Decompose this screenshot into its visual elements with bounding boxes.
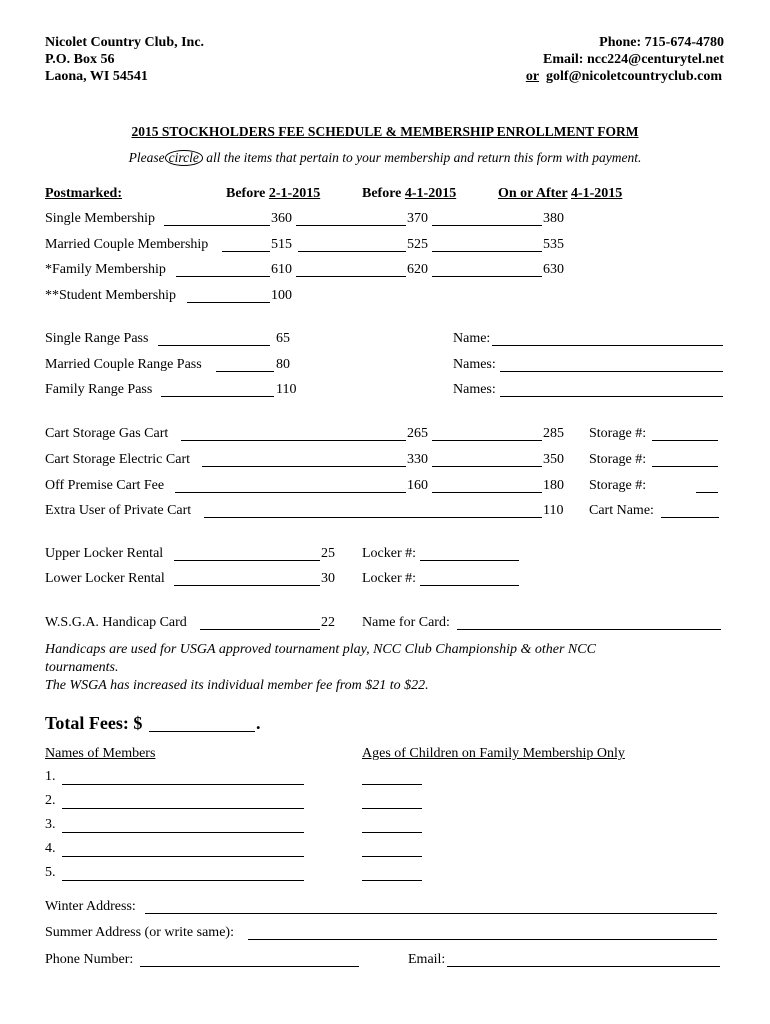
locker-number-field[interactable] xyxy=(420,585,519,586)
storage-label: Storage #: xyxy=(589,426,647,441)
member-number: 5. xyxy=(45,865,56,880)
names-of-members-header: Names of Members xyxy=(45,746,156,761)
leader-line xyxy=(432,466,542,467)
range-pass-price[interactable]: 65 xyxy=(276,331,290,346)
locker-label: Upper Locker Rental xyxy=(45,546,164,561)
storage-label: Storage #: xyxy=(589,478,647,493)
phone-number-field[interactable] xyxy=(140,966,359,967)
cart-price-early[interactable]: 330 xyxy=(407,452,428,467)
storage-field[interactable] xyxy=(696,492,718,493)
leader-line xyxy=(164,225,270,226)
member-name-field[interactable] xyxy=(62,880,304,881)
cart-name-field[interactable] xyxy=(661,517,719,518)
cart-price[interactable]: 110 xyxy=(543,503,564,518)
summer-address-label: Summer Address (or write same): xyxy=(45,925,234,940)
name-label: Name: xyxy=(453,331,491,346)
price-early[interactable]: 515 xyxy=(271,237,292,252)
range-pass-label: Married Couple Range Pass xyxy=(45,357,202,372)
total-fees-field[interactable] xyxy=(149,731,255,732)
leader-line xyxy=(432,225,542,226)
leader-line xyxy=(216,371,274,372)
before-feb-header: Before 2-1-2015 xyxy=(226,186,321,201)
postmarked-header: Postmarked: xyxy=(45,186,122,201)
total-fees-suffix: . xyxy=(256,713,261,733)
price-early[interactable]: 360 xyxy=(271,211,292,226)
handicap-label: W.S.G.A. Handicap Card xyxy=(45,615,187,630)
cart-label: Off Premise Cart Fee xyxy=(45,478,165,493)
member-name-field[interactable] xyxy=(62,856,304,857)
storage-field[interactable] xyxy=(652,466,718,467)
leader-line xyxy=(432,276,542,277)
circle-word: circle xyxy=(165,150,203,166)
form-instructions xyxy=(0,150,770,166)
price-mid[interactable]: 525 xyxy=(407,237,428,252)
phone-number-label: Phone Number: xyxy=(45,952,134,967)
member-number: 4. xyxy=(45,841,56,856)
or-label: or xyxy=(525,69,540,84)
total-fees-label: Total Fees: $ xyxy=(45,713,143,733)
names-field[interactable] xyxy=(500,396,723,397)
price-mid[interactable]: 370 xyxy=(407,211,428,226)
email-field[interactable] xyxy=(447,966,720,967)
names-field[interactable] xyxy=(500,371,723,372)
leader-line xyxy=(175,492,406,493)
form-title: 2015 STOCKHOLDERS FEE SCHEDULE & MEMBERSHIP ENROLLMENT FORM xyxy=(131,124,639,139)
handicap-note-line1: Handicaps are used for USGA approved tournament play, NCC Club Championship & other NCC xyxy=(45,642,596,657)
cart-name-label: Cart Name: xyxy=(589,503,654,518)
email-label: Email: xyxy=(408,952,446,967)
price-late[interactable]: 535 xyxy=(543,237,564,252)
member-name-field[interactable] xyxy=(62,808,304,809)
leader-line xyxy=(202,466,406,467)
child-age-field[interactable] xyxy=(362,856,422,857)
summer-address-field[interactable] xyxy=(248,939,717,940)
handicap-note-line2: tournaments. xyxy=(45,660,119,675)
storage-label: Storage #: xyxy=(589,452,647,467)
before-apr-header: Before 4-1-2015 xyxy=(362,186,457,201)
child-age-field[interactable] xyxy=(362,880,422,881)
locker-number-label: Locker #: xyxy=(362,546,417,561)
leader-line xyxy=(432,251,542,252)
org-city: Laona, WI 54541 xyxy=(45,69,148,84)
membership-label: Single Membership xyxy=(45,211,156,226)
cart-price-early[interactable]: 265 xyxy=(407,426,428,441)
cart-price-late[interactable]: 350 xyxy=(543,452,564,467)
leader-line xyxy=(296,225,406,226)
leader-line xyxy=(432,440,542,441)
cart-price-early[interactable]: 160 xyxy=(407,478,428,493)
cart-label: Extra User of Private Cart xyxy=(45,503,192,518)
leader-line xyxy=(298,251,406,252)
member-name-field[interactable] xyxy=(62,832,304,833)
org-po-box: P.O. Box 56 xyxy=(45,52,115,67)
membership-label: **Student Membership xyxy=(45,288,177,303)
price-late[interactable]: 630 xyxy=(543,262,564,277)
org-name: Nicolet Country Club, Inc. xyxy=(45,35,205,50)
locker-number-label: Locker #: xyxy=(362,571,417,586)
leader-line xyxy=(174,560,320,561)
name-for-card-label: Name for Card: xyxy=(362,615,450,630)
child-age-field[interactable] xyxy=(362,808,422,809)
range-pass-price[interactable]: 80 xyxy=(276,357,290,372)
membership-label: *Family Membership xyxy=(45,262,166,277)
range-pass-price[interactable]: 110 xyxy=(276,382,297,397)
leader-line xyxy=(174,585,320,586)
range-pass-label: Single Range Pass xyxy=(45,331,149,346)
member-number: 3. xyxy=(45,817,56,832)
cart-label: Cart Storage Electric Cart xyxy=(45,452,190,467)
names-label: Names: xyxy=(453,382,496,397)
locker-price[interactable]: 25 xyxy=(321,546,335,561)
member-number: 2. xyxy=(45,793,56,808)
org-email: Email: ncc224@centurytel.net xyxy=(543,52,724,67)
cart-price-late[interactable]: 180 xyxy=(543,478,564,493)
member-number: 1. xyxy=(45,769,56,784)
cart-price-late[interactable]: 285 xyxy=(543,426,564,441)
locker-label: Lower Locker Rental xyxy=(45,571,165,586)
leader-line xyxy=(296,276,406,277)
leader-line xyxy=(176,276,270,277)
price-late[interactable]: 380 xyxy=(543,211,564,226)
leader-line xyxy=(187,302,270,303)
child-age-field[interactable] xyxy=(362,832,422,833)
ages-of-children-header: Ages of Children on Family Membership Only xyxy=(362,746,625,761)
org-email-alt xyxy=(526,70,722,84)
price-early[interactable]: 100 xyxy=(271,288,292,303)
range-pass-label: Family Range Pass xyxy=(45,382,153,397)
cart-label: Cart Storage Gas Cart xyxy=(45,426,169,441)
leader-line xyxy=(204,517,542,518)
price-mid[interactable]: 620 xyxy=(407,262,428,277)
membership-label: Married Couple Membership xyxy=(45,237,209,252)
storage-field[interactable] xyxy=(652,440,718,441)
org-phone: Phone: 715-674-4780 xyxy=(599,35,724,50)
wsga-note: The WSGA has increased its individual member fee from $21 to $22. xyxy=(45,678,429,693)
leader-line xyxy=(158,345,270,346)
winter-address-field[interactable] xyxy=(145,913,717,914)
handicap-price[interactable]: 22 xyxy=(321,615,335,630)
instructions-rest: all the items that pertain to your membership and return this form with payment. xyxy=(206,150,642,165)
price-early[interactable]: 610 xyxy=(271,262,292,277)
after-apr-header: On or After 4-1-2015 xyxy=(498,186,623,201)
org-email2[interactable]: golf@nicoletcountryclub.com xyxy=(546,69,722,84)
name-for-card-field[interactable] xyxy=(457,629,721,630)
instructions-please: Please xyxy=(128,150,165,165)
leader-line xyxy=(181,440,406,441)
child-age-field[interactable] xyxy=(362,784,422,785)
name-field[interactable] xyxy=(492,345,723,346)
locker-number-field[interactable] xyxy=(420,560,519,561)
member-name-field[interactable] xyxy=(62,784,304,785)
leader-line xyxy=(161,396,274,397)
locker-price[interactable]: 30 xyxy=(321,571,335,586)
winter-address-label: Winter Address: xyxy=(45,899,136,914)
names-label: Names: xyxy=(453,357,496,372)
leader-line xyxy=(200,629,320,630)
leader-line xyxy=(432,492,542,493)
leader-line xyxy=(222,251,270,252)
